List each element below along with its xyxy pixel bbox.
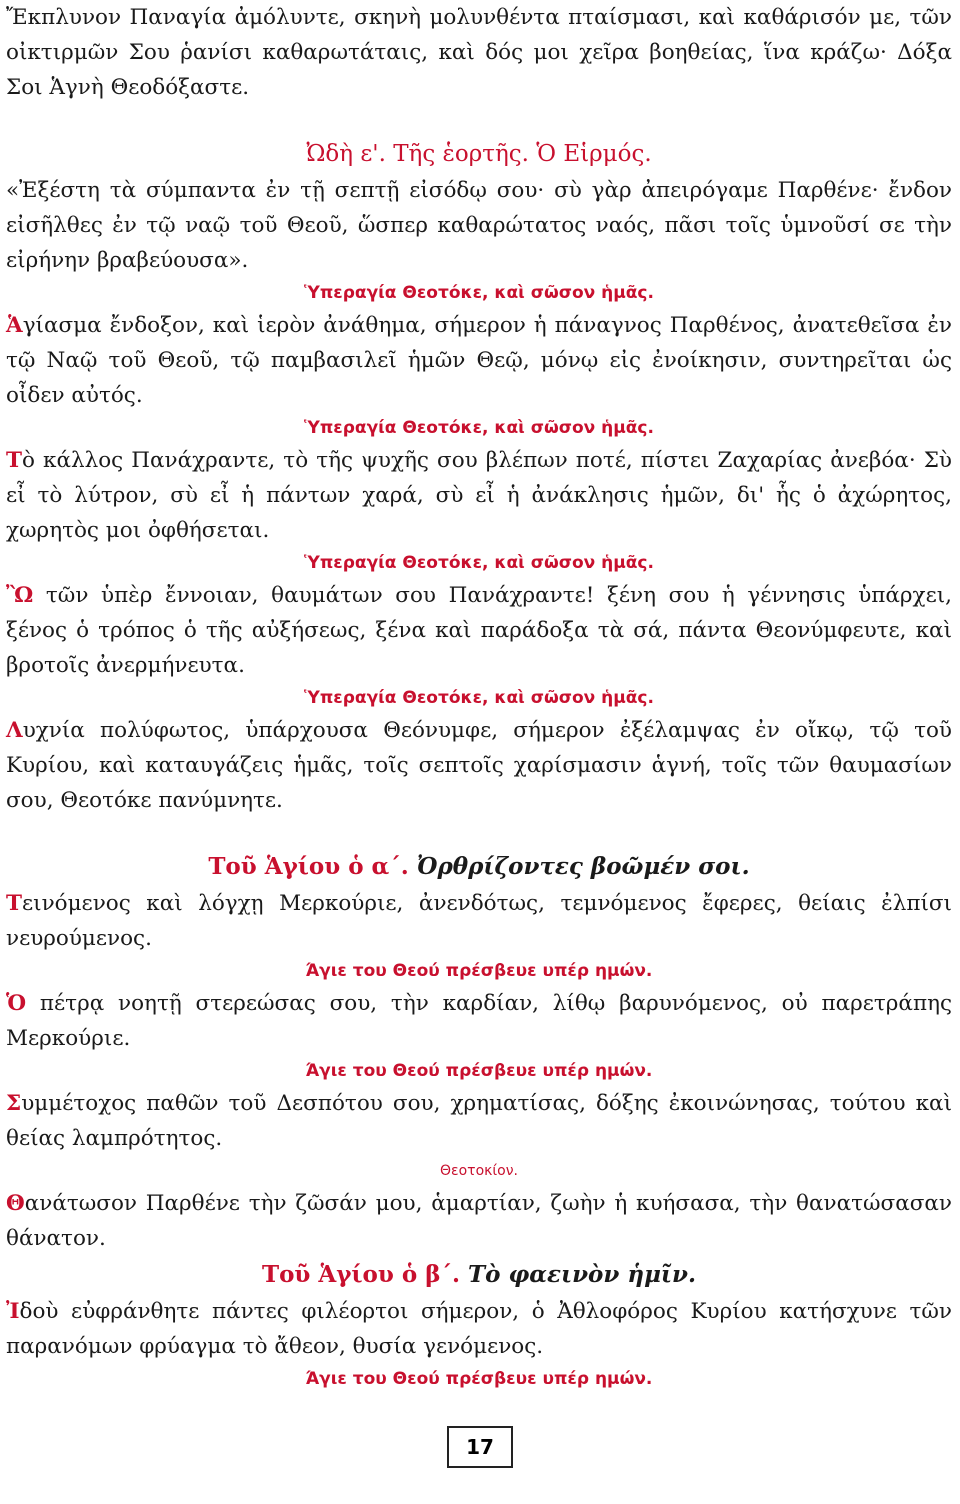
- drop-initial: Τ: [6, 891, 22, 916]
- paragraph-text: γίασμα ἔνδοξον, καὶ ἱερὸν ἀνάθημα, σήμερον ἡ πάναγνος Παρθένος, ἀνατεθεῖσα ἐν τῷ Ναῷ τοῦ Θεοῦ, τῷ παμβασιλεῖ ἡμῶν Θεῷ, μόνῳ εἰς ἐνοίκησιν, συντηρεῖται ὡς οἶδεν αὐτός.: [6, 313, 952, 408]
- troparion-paragraph: [6, 578, 952, 683]
- troparion-paragraph: [6, 308, 952, 413]
- drop-initial: Θ: [6, 1191, 25, 1216]
- refrain: Ὑπεραγία Θεοτόκε, καὶ σῶσον ἡμᾶς.: [304, 688, 654, 708]
- drop-initial: Ἰ: [6, 1299, 20, 1324]
- ode-heading: [6, 135, 952, 173]
- troparion-paragraph: [6, 986, 952, 1056]
- saint-heading-title: Τοῦ Ἁγίου ὁ βˊ.: [261, 1261, 468, 1288]
- drop-initial: Τ: [6, 448, 22, 473]
- saint-canon-heading: [6, 1256, 952, 1294]
- troparion-paragraph: [6, 713, 952, 818]
- troparion-paragraph: [6, 1294, 952, 1364]
- paragraph-text: τῶν ὑπὲρ ἔννοιαν, θαυμάτων σου Πανάχραντε! ξένη σου ἡ γέννησις ὑπάρχει, ξένος ὁ τρόπος ὁ τῆς αὐξήσεως, ξένα καὶ παράδοξα τὰ σά, πάντα Θεονύμφευτε, καὶ βροτοῖς ἀνερμήνευτα.: [6, 583, 952, 678]
- paragraph-text: Ἔκπλυνον Παναγία ἀμόλυντε, σκηνὴ μολυνθέντα πταίσμασι, καὶ καθάρισόν με, τῶν οἰκτιρμῶν Σου ῥανίσι καθαρωτάταις, καὶ δός μοι χεῖρα βοηθείας, ἵνα κράζω· Δόξα Σοι Ἁγνὴ Θεοδόξαστε.: [6, 5, 952, 100]
- paragraph-text: «Ἐξέστη τὰ σύμπαντα ἐν τῇ σεπτῇ εἰσόδῳ σου· σὺ γὰρ ἀπειρόγαμε Παρθένε· ἔνδον εἰσῆλθες ἐν τῷ ναῷ τοῦ Θεοῦ, ὥσπερ καθαρώτατος ναός, πᾶσι τοῖς ὑμνοῦσί σε τὴν εἰρήνην βραβεύουσα».: [6, 178, 952, 273]
- troparion-paragraph: [6, 886, 952, 956]
- refrain: Ὑπεραγία Θεοτόκε, καὶ σῶσον ἡμᾶς.: [304, 553, 654, 573]
- document-page: [6, 0, 952, 1394]
- troparion-paragraph: [6, 1086, 952, 1156]
- drop-initial: Σ: [6, 1091, 22, 1116]
- saint-heading-title: Τοῦ Ἁγίου ὁ αˊ.: [208, 853, 417, 880]
- refrain: Άγιε του Θεού πρέσβευε υπέρ ημών.: [305, 1369, 653, 1389]
- saint-canon-heading: [6, 848, 952, 886]
- drop-initial: Ὢ: [6, 583, 34, 608]
- paragraph-text: εινόμενος καὶ λόγχῃ Μερκούριε, ἀνενδότως, τεμνόμενος ἔφερες, θείαις ἐλπίσι νευρούμενος.: [6, 891, 952, 951]
- ode-heading-text: Ὠδὴ ε'. Τῆς ἑορτῆς. Ὁ Εἱρμός.: [306, 141, 652, 167]
- paragraph-text: δοὺ εὐφράνθητε πάντες φιλέορτοι σήμερον, ὁ Ἀθλοφόρος Κυρίου κατήσχυνε τῶν παρανόμων φρύαγμα τὸ ἄθεον, θυσία γενόμενος.: [6, 1299, 952, 1359]
- paragraph-text: ανάτωσον Παρθένε τὴν ζῶσάν μου, ἁμαρτίαν, ζωὴν ἡ κυήσασα, τὴν θανατώσασαν θάνατον.: [6, 1191, 952, 1251]
- paragraph-text: ὸ κάλλος Πανάχραντε, τὸ τῆς ψυχῆς σου βλέπων ποτέ, πίστει Ζαχαρίας ἀνεβόα· Σὺ εἶ τὸ λύτρον, σὺ εἶ ἡ πάντων χαρά, σὺ εἶ ἡ ἀνάκλησις ἡμῶν, δι' ἧς ὁ ἀχώρητος, χωρητὸς μοι ὀφθήσεται.: [6, 448, 952, 543]
- irmos-paragraph: [6, 173, 952, 278]
- refrain: Ὑπεραγία Θεοτόκε, καὶ σῶσον ἡμᾶς.: [304, 283, 654, 303]
- drop-initial: Λ: [6, 718, 23, 743]
- saint-heading-irmos: Τὸ φαεινὸν ἡμῖν.: [468, 1261, 697, 1288]
- refrain: Άγιε του Θεού πρέσβευε υπέρ ημών.: [305, 961, 653, 981]
- troparion-paragraph: [6, 443, 952, 548]
- paragraph-text: πέτρᾳ νοητῇ στερεώσας σου, τὴν καρδίαν, λίθῳ βαρυνόμενος, οὐ παρετράπης Μερκούριε.: [6, 991, 952, 1051]
- troparion-paragraph: [6, 1186, 952, 1256]
- saint-heading-irmos: Ὀρθρίζοντες βοῶμέν σοι.: [416, 853, 750, 880]
- theotokion-label: Θεοτοκίον.: [440, 1163, 518, 1179]
- refrain: Ὑπεραγία Θεοτόκε, καὶ σῶσον ἡμᾶς.: [304, 418, 654, 438]
- paragraph-text: υμμέτοχος παθῶν τοῦ Δεσπότου σου, χρηματίσας, δόξης ἐκοινώνησας, τούτου καὶ θείας λαμπρότητος.: [6, 1091, 952, 1151]
- refrain: Άγιε του Θεού πρέσβευε υπέρ ημών.: [305, 1061, 653, 1081]
- troparion-paragraph: [6, 0, 952, 105]
- drop-initial: Ἁ: [6, 313, 23, 338]
- drop-initial: Ὁ: [6, 991, 27, 1016]
- page-number: 17: [447, 1426, 513, 1468]
- paragraph-text: υχνία πολύφωτος, ὑπάρχουσα Θεόνυμφε, σήμερον ἐξέλαμψας ἐν οἴκῳ, τῷ τοῦ Κυρίου, καὶ καταυγάζεις ἡμᾶς, τοῖς σεπτοῖς χαρίσμασιν ἁγνή, τοῖς τῶν θαυμασίων σου, Θεοτόκε πανύμνητε.: [6, 718, 952, 813]
